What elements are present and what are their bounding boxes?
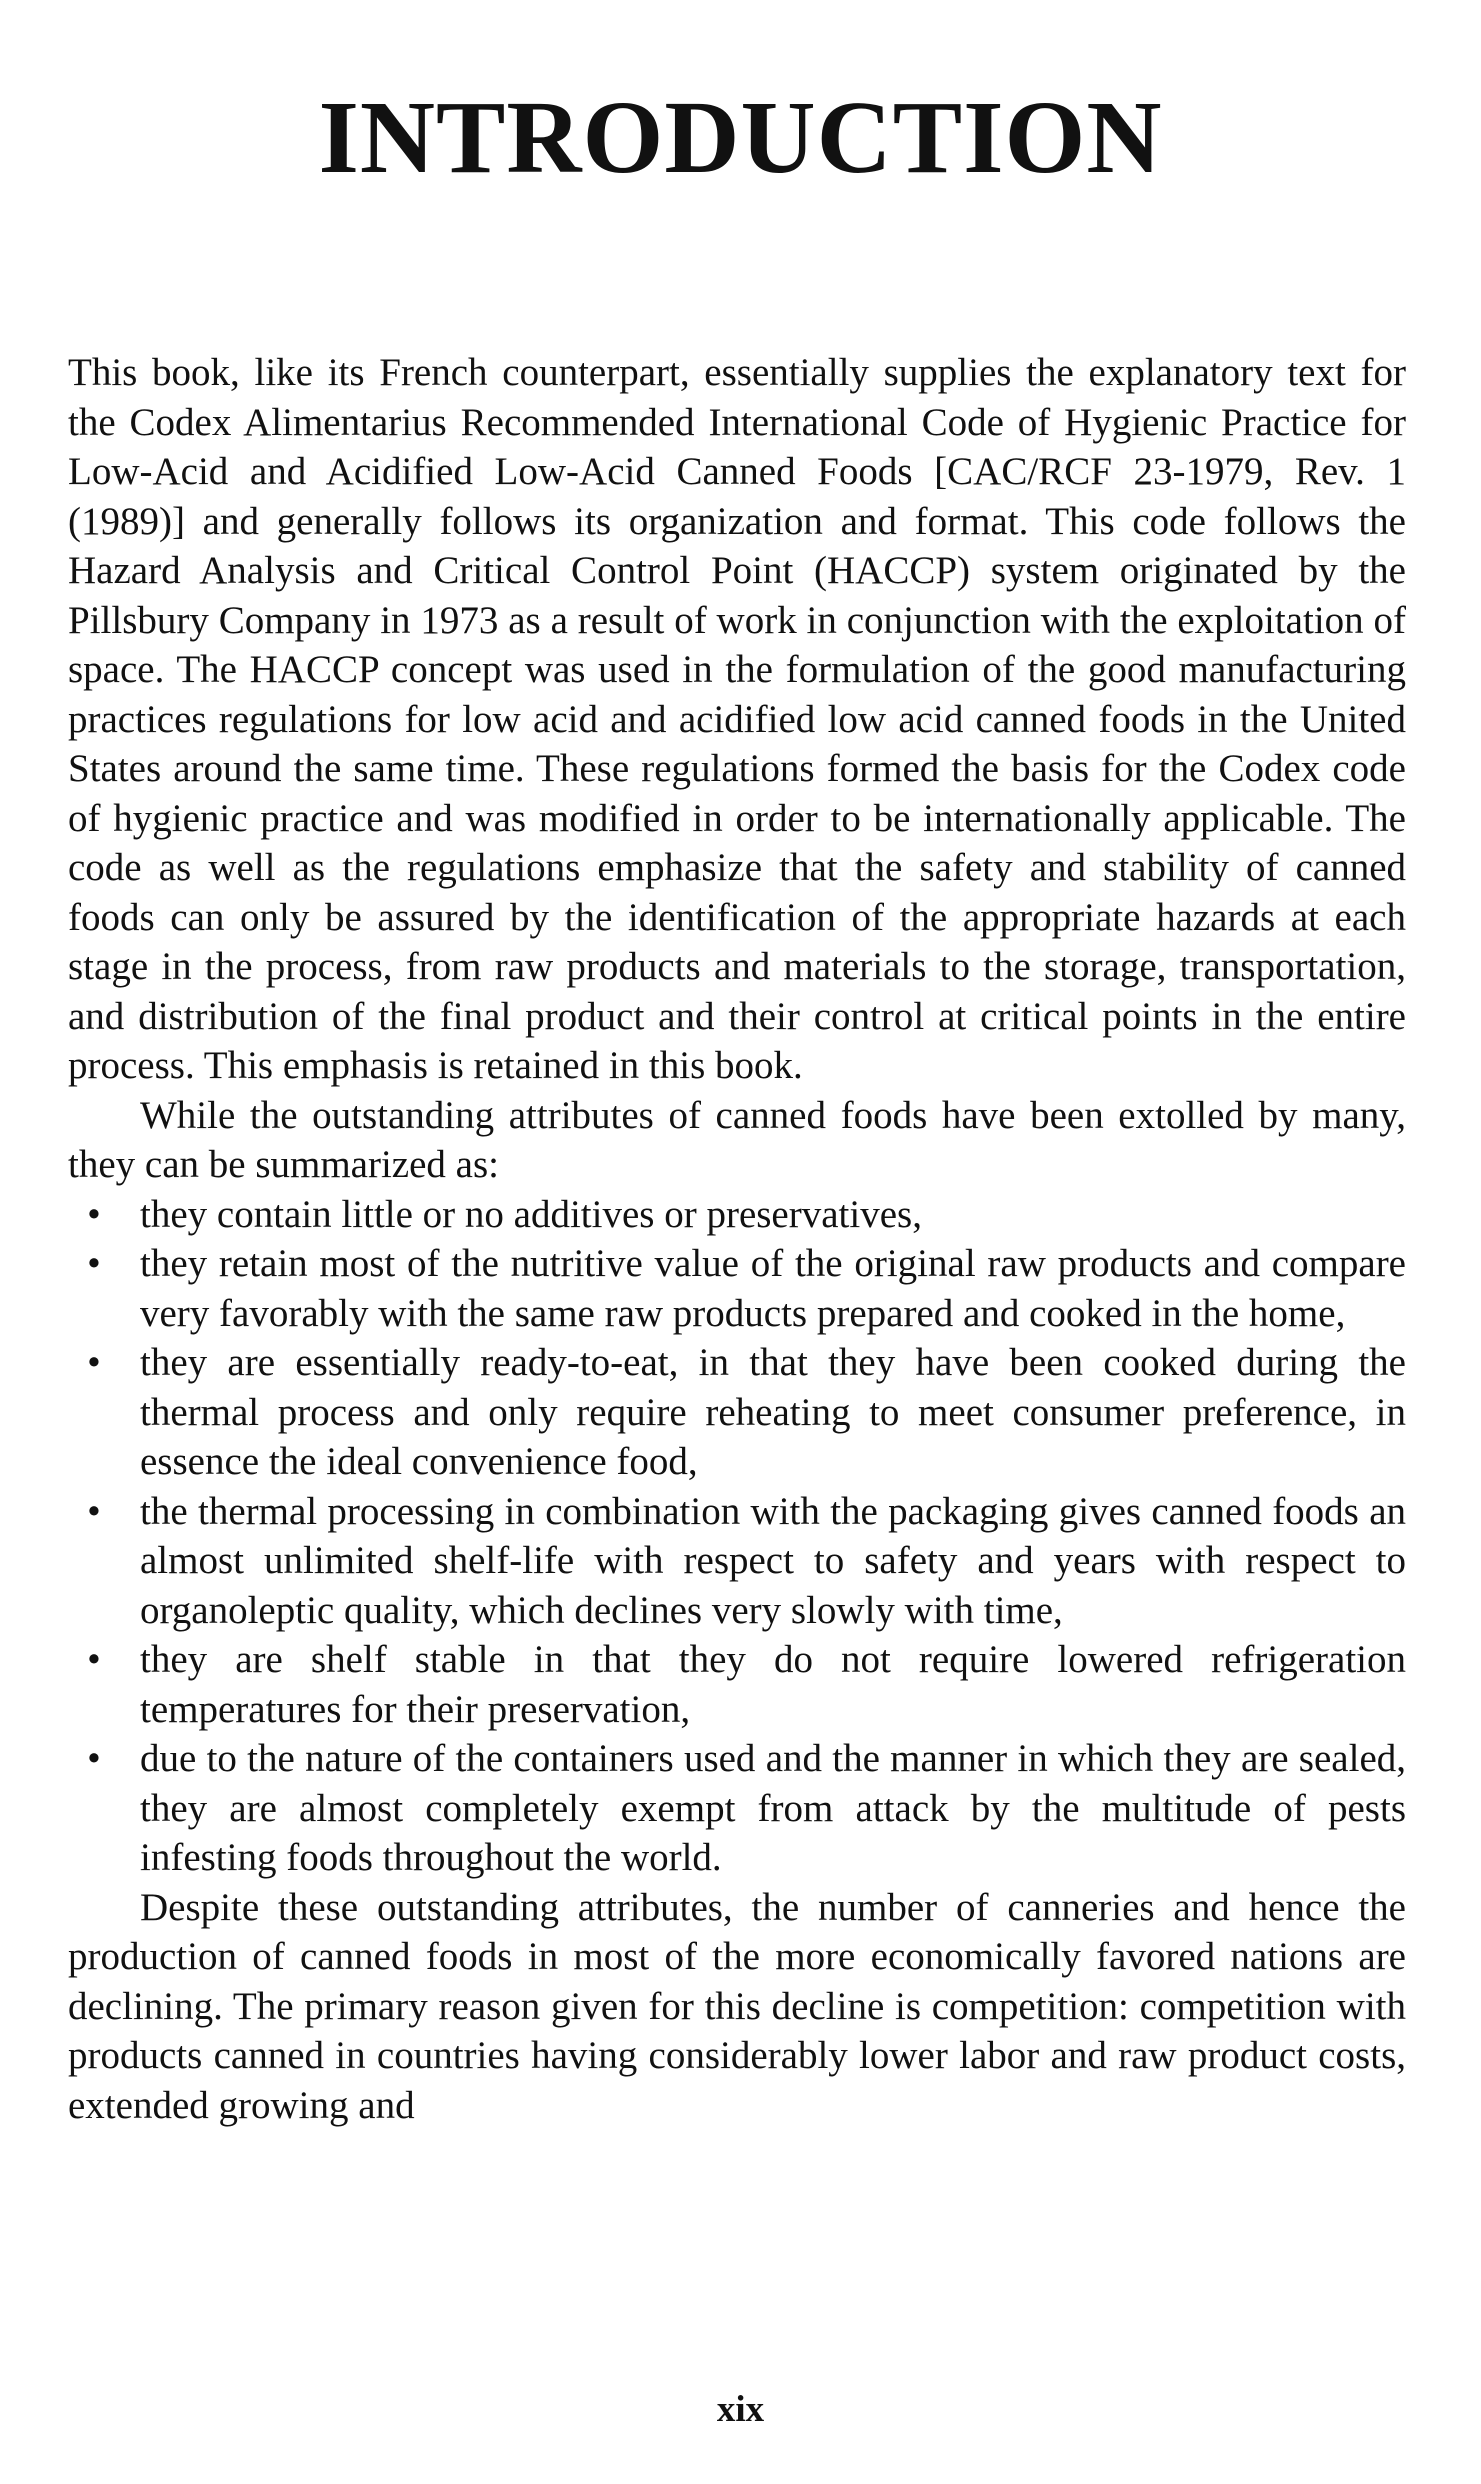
page-title: INTRODUCTION	[318, 80, 1163, 195]
list-item-text: they contain little or no additives or preservatives,	[140, 1192, 922, 1236]
attributes-list	[68, 1190, 1406, 1883]
list-item-text: they retain most of the nutritive value of the original raw products and compare very favorably with the same raw products prepared and cooked in the home,	[140, 1242, 1406, 1335]
list-item	[68, 1734, 1406, 1883]
paragraph-intro: This book, like its French counterpart, essentially supplies the explanatory text for the Codex Alimentarius Recommended International Code of Hygienic Practice for Low-Acid and Acidified Low-Acid Canned Foods [CAC/RCF 23-1979, Rev. 1 (1989)] and generally follows its organization and format. This code follows the Hazard Analysis and Critical Control Point (HACCP) system originated by the Pillsbury Company in 1973 as a result of work in conjunction with the exploitation of space. The HACCP concept was used in the formulation of the good manufacturing practices regulations for low acid and acidified low acid canned foods in the United States around the same time. These regulations formed the basis for the Codex code of hygienic practice and was modified in order to be internationally applicable. The code as well as the regulations emphasize that the safety and stability of canned foods can only be assured by the identification of the appropriate hazards at each stage in the process, from raw products and materials to the storage, transportation, and distribution of the final product and their control at critical points in the entire process. This emphasis is retained in this book.	[68, 351, 1406, 1087]
paragraph-attributes-lead: While the outstanding attributes of canned foods have been extolled by many, they can be summarized as:	[68, 1093, 1406, 1186]
bullet-icon: •	[87, 1192, 101, 1236]
body-text	[68, 348, 1406, 2130]
list-item-text: the thermal processing in combination with the packaging gives canned foods an almost unlimited shelf-life with respect to safety and years with respect to organoleptic quality, which declines very slowly with time,	[140, 1489, 1406, 1632]
bullet-icon: •	[87, 1737, 101, 1780]
list-item-text: they are shelf stable in that they do not require lowered refrigeration temperatures for their preservation,	[140, 1638, 1406, 1731]
list-item	[68, 1239, 1406, 1338]
bullet-icon: •	[87, 1638, 101, 1681]
list-item	[68, 1635, 1406, 1734]
bullet-icon: •	[87, 1341, 101, 1384]
list-item	[68, 1338, 1406, 1487]
list-item	[68, 1487, 1406, 1636]
list-item-text: they are essentially ready-to-eat, in that they have been cooked during the thermal process and only require reheating to meet consumer preference, in essence the ideal convenience food,	[140, 1341, 1406, 1483]
bullet-icon: •	[87, 1242, 101, 1285]
list-item	[68, 1190, 1406, 1240]
page-number: xix	[716, 2389, 765, 2430]
list-item-text: due to the nature of the containers used and the manner in which they are sealed, they are almost completely exempt from attack by the multitude of pests infesting foods throughout the world.	[140, 1737, 1406, 1879]
bullet-icon: •	[87, 1489, 101, 1533]
paragraph-decline: Despite these outstanding attributes, the number of canneries and hence the production of canned foods in most of the more economically favored nations are declining. The primary reason given for this decline is competition: competition with products canned in countries having considerably lower labor and raw product costs, extended growing and	[68, 1885, 1406, 2127]
